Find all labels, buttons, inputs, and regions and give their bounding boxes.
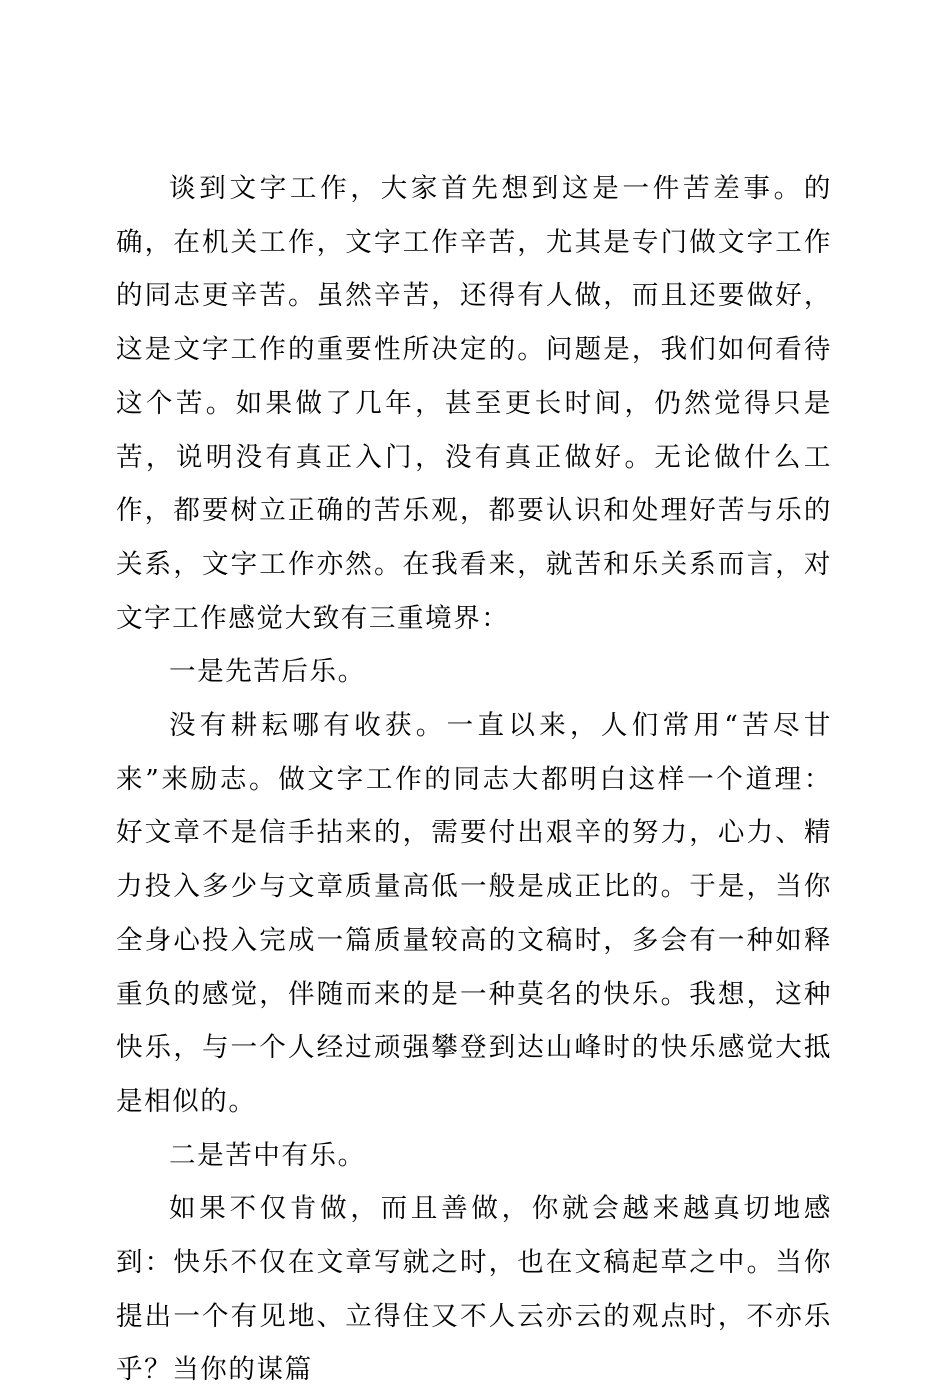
paragraph-first-realm: 没有耕耘哪有收获。一直以来，人们常用“苦尽甘来”来励志。做文字工作的同志大都明白这样一个道理：好文章不是信手拈来的，需要付出艰辛的努力，心力、精力投入多少与文章质量高低一般是成正比的。于是，当你全身心投入完成一篇质量较高的文稿时，多会有一种如释重负的感觉，伴随而来的是一种莫名的快乐。我想，这种快乐，与一个人经过顽强攀登到达山峰时的快乐感觉大抵是相似的。 — [116, 710, 832, 1117]
heading-first-realm: 一是先苦后乐。 — [169, 656, 366, 688]
paragraph-second-realm: 如果不仅肯做，而且善做，你就会越来越真切地感到：快乐不仅在文章写就之时，也在文稿起草之中。当你提出一个有见地、立得住又不人云亦云的观点时，不亦乐乎？当你的谋篇 — [116, 1193, 832, 1386]
heading-second-realm: 二是苦中有乐。 — [169, 1139, 366, 1171]
paragraph-intro: 谈到文字工作，大家首先想到这是一件苦差事。的确，在机关工作，文字工作辛苦，尤其是专门做文字工作的同志更辛苦。虽然辛苦，还得有人做，而且还要做好，这是文字工作的重要性所决定的。问题是，我们如何看待这个苦。如果做了几年，甚至更长时间，仍然觉得只是苦，说明没有真正入门，没有真正做好。无论做什么工作，都要树立正确的苦乐观，都要认识和处理好苦与乐的关系，文字工作亦然。在我看来，就苦和乐关系而言，对文字工作感觉大致有三重境界： — [116, 173, 832, 634]
document-body — [116, 162, 832, 1397]
